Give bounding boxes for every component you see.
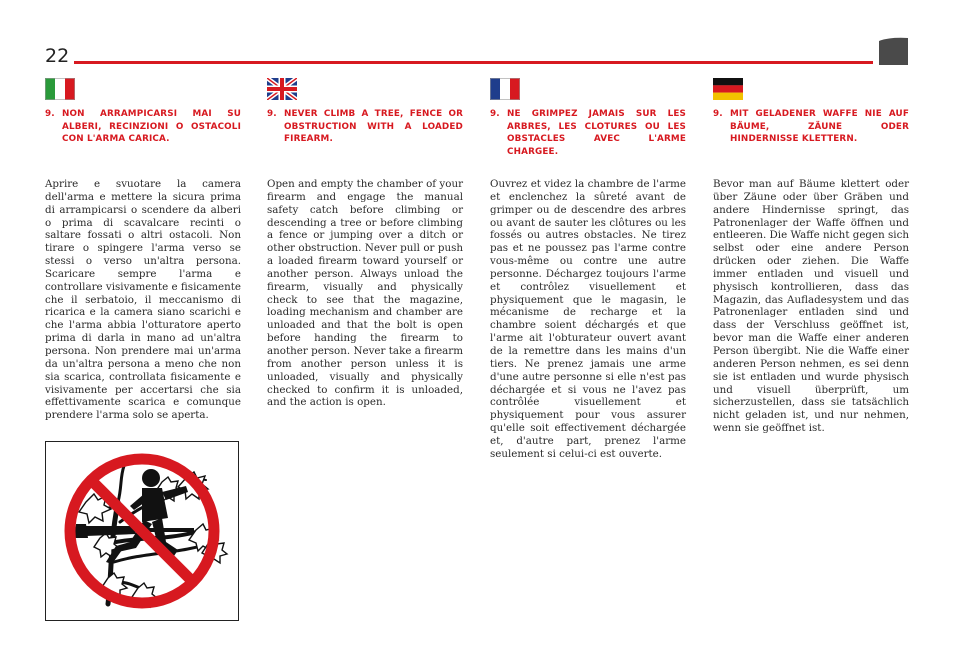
section-heading-text: NEVER CLIMB A TREE, FENCE OR OBSTRUCTION WITH A LOADED FIREARM.: [284, 109, 463, 145]
section-number: 9.: [713, 109, 723, 119]
section-number: 9.: [490, 109, 500, 119]
body-paragraph: Open and empty the chamber of your firearm and engage the manual safety catch before climbing or descending a tree or before climbing a fence or jumping over a ditch or other obstruction. Never pull or push a loaded firearm toward yourself or another person. Always unload the firearm, visually and physically check to see that the magazine, loading mechanism and chamber are unloaded and that the bolt is open before handing the firearm to another person. Never take a firearm from another person unless it is unloaded, visually and physically checked to confirm it is unloaded, and the action is open.: [267, 178, 463, 409]
header-rule: [74, 61, 873, 64]
french-flag-icon: [490, 78, 520, 100]
section-heading: [713, 108, 909, 146]
uk-flag-icon: [267, 78, 297, 100]
section-heading: [267, 108, 463, 146]
body-paragraph: Aprire e svuotare la camera dell'arma e mettere la sicura prima di arrampicarsi o scendere da alberi o prima di scavalcare recinti o saltare fossati o altri ostacoli. Non tirare o spingere l'arma verso se stessi o verso un'altra persona. Scaricare sempre l'arma e controllare visivamente e fisicamente che il serbatoio, il meccanismo di ricarica e la camera siano scarichi e che l'arma abbia l'otturatore aperto prima di darla in mano ad un'altra persona. Non prendere mai un'arma da un'altra persona a meno che non sia scarica, controllata fisicamente e visivamente per accertarsi che sia effettivamente scarica e comunque prendere l'arma solo se aperta.: [45, 178, 241, 422]
section-heading-text: NE GRIMPEZ JAMAIS SUR LES ARBRES, LES CLOTURES OU LES OBSTACLES AVEC L'ARME CHARGEE.: [507, 109, 686, 157]
section-number: 9.: [267, 109, 277, 119]
page-number: 22: [45, 45, 70, 67]
section-heading: [490, 108, 686, 158]
german-flag-icon: [713, 78, 743, 100]
section-number: 9.: [45, 109, 55, 119]
section-heading-text: NON ARRAMPICARSI MAI SU ALBERI, RECINZIONI O OSTACOLI CON L'ARMA CARICA.: [62, 109, 241, 145]
warning-illustration: [45, 441, 239, 621]
corner-tab: [879, 37, 908, 65]
section-heading: [45, 108, 241, 146]
italian-flag-icon: [45, 78, 75, 100]
section-heading-text: MIT GELADENER WAFFE NIE AUF BÄUME, ZÄUNE ODER HINDERNISSE KLETTERN.: [730, 109, 909, 145]
no-climbing-with-firearm-icon: [46, 442, 238, 620]
body-paragraph: Bevor man auf Bäume klettert oder über Zäune oder über Gräben und andere Hindernisse springt, das Patronenlager der Waffe öffnen und entleeren. Die Waffe nicht gegen sich selbst oder eine andere Person drücken oder ziehen. Die Waffe immer entladen und visuell und physisch kontrollieren, dass das Magazin, das Aufladesystem und das Patronenlager entladen sind und dass der Verschluss geöffnet ist, bevor man die Waffe einer anderen Person übergibt. Nie die Waffe einer anderen Person nehmen, es sei denn sie ist entladen und wurde physisch und visuell überprüft, um sicherzustellen, dass sie tatsächlich nicht geladen ist, und nur nehmen, wenn sie geöffnet ist.: [713, 178, 909, 435]
body-paragraph: Ouvrez et videz la chambre de l'arme et enclenchez la sûreté avant de grimper ou de descendre des arbres ou avant de sauter les clôtures ou les fossés ou autres obstacles. Ne tirez pas et ne poussez pas l'arme contre vous-même ou contre une autre personne. Déchargez toujours l'arme et contrôlez visuellement et physiquement que le magasin, le mécanisme de recharge et la chambre soient déchargés et que l'arme ait l'obturateur ouvert avant de la remettre dans les mains d'un tiers. Ne prenez jamais une arme d'une autre personne si elle n'est pas déchargée et si vous ne l'avez pas contrôlée visuellement et physiquement pour vous assurer qu'elle soit effectivement déchargée et, d'autre part, prenez l'arme seulement si celui-ci est ouverte.: [490, 178, 686, 460]
